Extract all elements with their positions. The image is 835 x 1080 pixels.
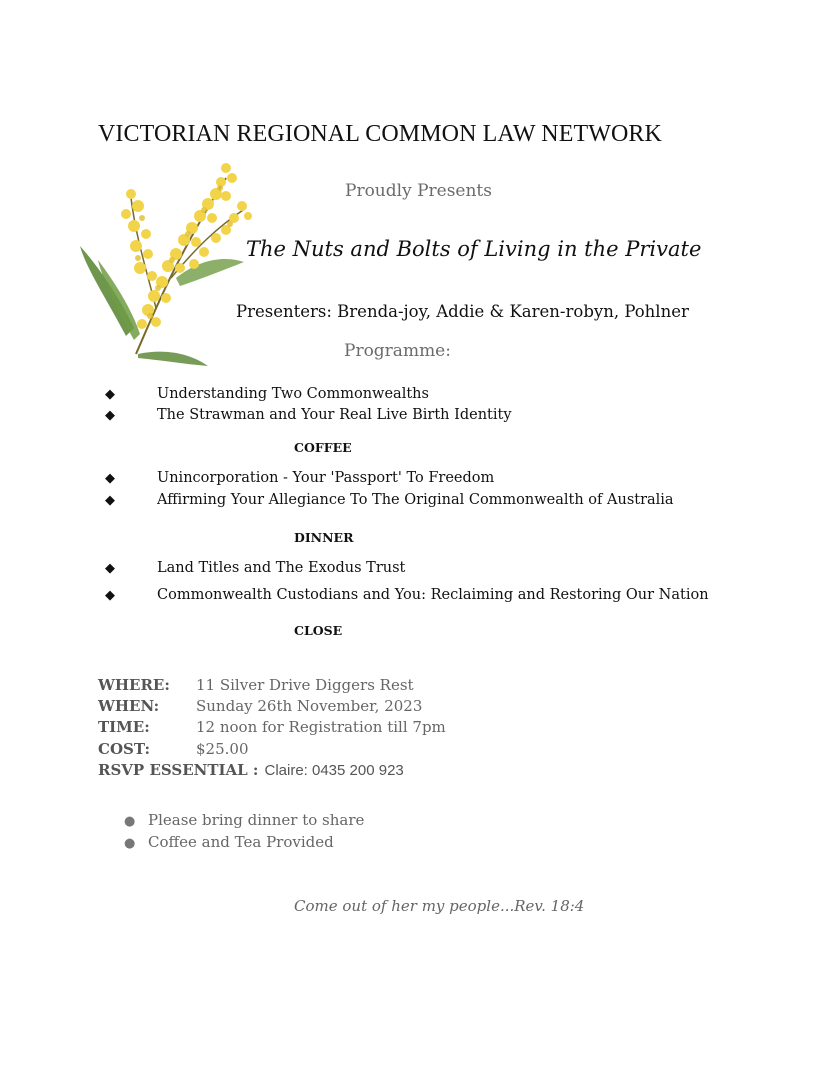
programme-item: [105, 407, 512, 423]
break-label-coffee: COFFEE: [294, 440, 352, 455]
programme-heading: Programme:: [344, 341, 451, 361]
programme-item: [105, 470, 494, 486]
detail-rsvp: [98, 761, 404, 779]
detail-label: COST:: [98, 740, 151, 758]
programme-item: [105, 386, 429, 402]
detail-time: [98, 718, 446, 736]
programme-item-label: Affirming Your Allegiance To The Original Commonwealth of Australia: [157, 492, 674, 508]
programme-item: [105, 587, 709, 603]
note-item-label: Please bring dinner to share: [148, 811, 365, 829]
wattle-leaf: [176, 259, 244, 286]
programme-item-label: Unincorporation - Your 'Passport' To Freedom: [157, 470, 495, 486]
programme-item-label: Understanding Two Commonwealths: [157, 386, 429, 402]
detail-where: [98, 676, 414, 694]
programme-item-label: Land Titles and The Exodus Trust: [157, 560, 406, 576]
detail-label: TIME:: [98, 718, 150, 736]
diamond-bullet-icon: ◆: [105, 408, 115, 423]
presenters-line: Presenters: Brenda-joy, Addie & Karen-robyn, Pohlner: [236, 302, 689, 321]
wattle-leaf: [98, 260, 140, 340]
detail-value: $25.00: [196, 740, 249, 758]
detail-value: Sunday 26th November, 2023: [196, 697, 423, 715]
proudly-presents-text: Proudly Presents: [345, 181, 492, 201]
diamond-bullet-icon: ◆: [105, 493, 115, 508]
wattle-illustration: [76, 158, 256, 370]
round-bullet-icon: ●: [124, 814, 136, 829]
diamond-bullet-icon: ◆: [105, 588, 115, 603]
wattle-leaf: [138, 352, 208, 366]
rsvp-contact: Claire: 0435 200 923: [264, 762, 404, 779]
detail-cost: [98, 740, 249, 758]
round-bullet-icon: ●: [124, 836, 136, 851]
note-item: [124, 811, 364, 829]
break-label-close: CLOSE: [294, 623, 343, 638]
programme-item-label: Commonwealth Custodians and You: Reclaiming and Restoring Our Nation: [157, 587, 709, 603]
note-item-label: Coffee and Tea Provided: [148, 833, 334, 851]
detail-value: 12 noon for Registration till 7pm: [196, 718, 446, 736]
organisation-title: VICTORIAN REGIONAL COMMON LAW NETWORK: [98, 121, 662, 147]
detail-value: 11 Silver Drive Diggers Rest: [196, 676, 414, 694]
detail-label: RSVP ESSENTIAL :: [98, 761, 259, 779]
note-item: [124, 833, 334, 851]
detail-label: WHEN:: [98, 697, 160, 715]
diamond-bullet-icon: ◆: [105, 561, 115, 576]
programme-item: [105, 560, 405, 576]
detail-label: WHERE:: [98, 676, 170, 694]
programme-item: [105, 492, 674, 508]
event-title: The Nuts and Bolts of Living in the Private: [246, 237, 702, 261]
diamond-bullet-icon: ◆: [105, 471, 115, 486]
closing-quote: Come out of her my people...Rev. 18:4: [294, 897, 585, 915]
break-label-dinner: DINNER: [294, 530, 354, 545]
programme-item-label: The Strawman and Your Real Live Birth Identity: [157, 407, 512, 423]
diamond-bullet-icon: ◆: [105, 387, 115, 402]
detail-when: [98, 697, 422, 715]
